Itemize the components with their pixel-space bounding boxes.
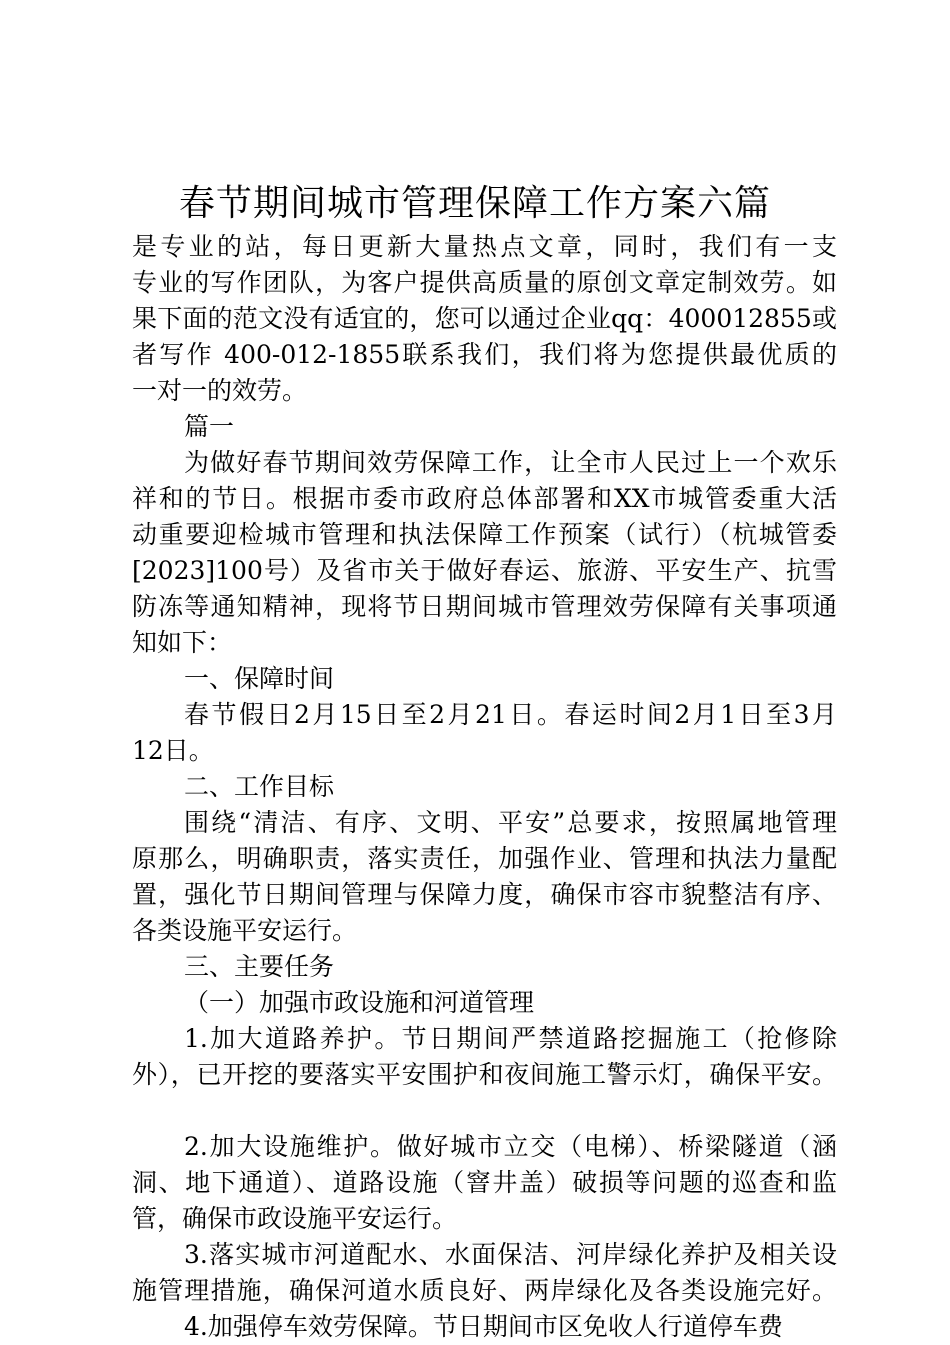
paragraph-line: [2023]100号）及省市关于做好春运、旅游、平安生产、抗雪: [132, 556, 837, 585]
paragraph-line: 一对一的效劳。: [132, 376, 308, 405]
paragraph-line: 者写作 400-012-1855联系我们，我们将为您提供最优质的: [132, 340, 837, 369]
paragraph-line: 知如下：: [132, 628, 233, 657]
section-heading: 三、主要任务: [184, 952, 335, 981]
paragraph-line: 专业的写作团队，为客户提供高质量的原创文章定制效劳。如: [132, 268, 837, 297]
paragraph-line: 管，确保市政设施平安运行。: [132, 1204, 458, 1233]
paragraph-line: 是专业的站，每日更新大量热点文章，同时，我们有一支: [132, 232, 837, 261]
section-heading: 篇一: [184, 412, 235, 441]
paragraph-line: 防冻等通知精神，现将节日期间城市管理效劳保障有关事项通: [132, 592, 837, 621]
paragraph-line: 各类设施平安运行。: [132, 916, 358, 945]
paragraph-line: 动重要迎检城市管理和执法保障工作预案（试行）（杭城管委: [132, 520, 837, 549]
paragraph-line: 1.加大道路养护。节日期间严禁道路挖掘施工（抢修除: [184, 1024, 837, 1053]
paragraph-line: 果下面的范文没有适宜的，您可以通过企业qq：400012855或: [132, 304, 837, 333]
paragraph-line: 置，强化节日期间管理与保障力度，确保市容市貌整洁有序、: [132, 880, 837, 909]
paragraph-line: 外），已开挖的要落实平安围护和夜间施工警示灯，确保平安。: [132, 1060, 837, 1089]
paragraph-line: 春节假日2月15日至2月21日。春运时间2月1日至3月: [184, 700, 837, 729]
paragraph-line: 12日。: [132, 736, 214, 765]
paragraph-line: 4.加强停车效劳保障。节日期间市区免收人行道停车费: [184, 1312, 783, 1341]
paragraph-line: 围绕“清洁、有序、文明、平安”总要求，按照属地管理: [184, 808, 837, 837]
paragraph-line: 施管理措施，确保河道水质良好、两岸绿化及各类设施完好。: [132, 1276, 837, 1305]
paragraph-line: 洞、地下通道）、道路设施（窨井盖）破损等问题的巡查和监: [132, 1168, 837, 1197]
paragraph-line: 为做好春节期间效劳保障工作，让全市人民过上一个欢乐: [184, 448, 837, 477]
paragraph-line: 祥和的节日。根据市委市政府总体部署和XX市城管委重大活: [132, 484, 837, 513]
paragraph-line: 3.落实城市河道配水、水面保洁、河岸绿化养护及相关设: [184, 1240, 837, 1269]
section-heading: 一、保障时间: [184, 664, 335, 693]
section-heading: 二、工作目标: [184, 772, 335, 801]
blank-line: [132, 1093, 837, 1129]
document-body: [132, 229, 837, 1345]
document-title: 春节期间城市管理保障工作方案六篇: [178, 183, 771, 224]
paragraph-line: 原那么，明确职责，落实责任，加强作业、管理和执法力量配: [132, 844, 837, 873]
subsection-heading: （一）加强市政设施和河道管理: [184, 988, 535, 1017]
paragraph-line: 2.加大设施维护。做好城市立交（电梯）、桥梁隧道（涵: [184, 1132, 837, 1161]
